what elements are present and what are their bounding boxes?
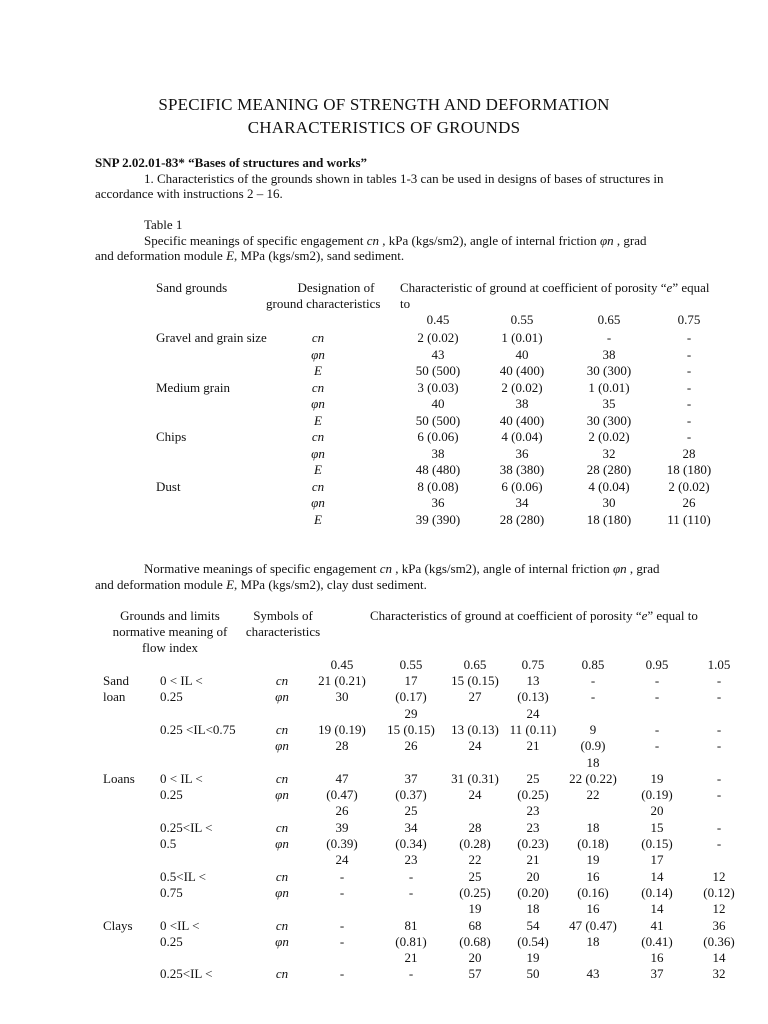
flow-index-range: 0.75	[160, 884, 183, 900]
value-cell: 40	[431, 396, 445, 411]
value-cell: 20	[650, 803, 664, 819]
symbol-cell: φn	[311, 346, 325, 362]
value-cell: 1 (0.01)	[588, 379, 630, 395]
caption-text: , kPa (kgs/sm2), angle of internal friction	[379, 233, 600, 248]
value-cell: (0.28)	[459, 836, 491, 851]
value-cell: -	[408, 884, 414, 900]
symbol-cell: E	[314, 462, 322, 477]
value-cell: (0.16)	[577, 884, 609, 900]
symbol-cell: cn	[275, 673, 289, 688]
ground-name: Dust	[156, 478, 181, 494]
value-cell: 20	[526, 868, 540, 884]
value-cell: 2 (0.02)	[588, 429, 630, 444]
symbol-cell: cn	[275, 868, 289, 884]
page-title-line-1: SPECIFIC MEANING OF STRENGTH AND DEFORMATION	[158, 95, 610, 114]
symbol-e: e	[666, 280, 673, 295]
value-cell: -	[716, 770, 722, 786]
value-cell: 32	[712, 966, 726, 982]
symbol-cn: cn	[366, 233, 380, 248]
value-cell: 12	[712, 901, 726, 917]
value-cell: 30	[602, 495, 616, 510]
value-cell: 34	[404, 819, 418, 835]
value-cell: 23	[404, 852, 418, 868]
value-cell: 28	[682, 445, 696, 461]
value-cell: 81	[404, 917, 418, 933]
value-cell: 18	[526, 901, 540, 917]
symbol-cell: φn	[275, 884, 289, 900]
value-cell: 22	[586, 787, 600, 803]
value-cell: 2 (0.02)	[501, 379, 543, 395]
ground-group: Sand	[103, 673, 129, 688]
intro-paragraph-line-1: 1. Characteristics of the grounds shown in tables 1-3 can be used in designs of bases of structures in	[144, 171, 664, 186]
value-cell: -	[654, 673, 660, 688]
value-cell: 25	[526, 770, 540, 786]
value-cell: 30 (300)	[586, 412, 632, 428]
value-cell: 24	[468, 738, 482, 754]
symbol-cell: cn	[275, 917, 289, 933]
intro-paragraph-line-2: accordance with instructions 2 – 16.	[95, 186, 283, 201]
symbol-phi: φn	[612, 561, 627, 576]
value-cell: -	[590, 689, 596, 705]
value-cell: 14	[712, 950, 726, 966]
flow-index-range: 0.25 <IL<0.75	[160, 721, 236, 737]
value-cell: 39 (390)	[415, 511, 461, 527]
table-2-header-grounds-2: normative meaning of	[112, 624, 228, 639]
value-cell: 18	[586, 754, 600, 770]
table-1-header-to: to	[400, 296, 411, 311]
value-cell: (0.15)	[641, 836, 673, 851]
table-1-label: Table 1	[144, 217, 183, 232]
value-cell: 68	[468, 917, 482, 933]
symbol-cell: E	[314, 511, 322, 527]
value-cell: 48 (480)	[415, 462, 461, 477]
value-cell: (0.41)	[641, 933, 673, 949]
value-cell: 19	[526, 950, 540, 966]
porosity-header: 0.75	[677, 312, 701, 327]
value-cell: (0.25)	[459, 884, 491, 900]
value-cell: 21 (0.21)	[318, 673, 366, 688]
flow-index-range: 0.25	[160, 933, 183, 949]
value-cell: 38	[515, 396, 529, 411]
ground-name: Medium grain	[156, 379, 231, 395]
value-cell: 19	[586, 852, 600, 868]
value-cell: -	[716, 721, 722, 737]
value-cell: 38	[602, 346, 616, 362]
value-cell: 26	[335, 803, 349, 819]
value-cell: 2 (0.02)	[668, 478, 710, 494]
porosity-header: 1.05	[707, 657, 731, 672]
header-text: ” equal to	[647, 608, 698, 623]
symbol-e: E	[226, 248, 235, 263]
value-cell: -	[686, 363, 692, 378]
value-cell: (0.47)	[326, 787, 358, 803]
value-cell: 31 (0.31)	[451, 770, 499, 786]
value-cell: 1 (0.01)	[501, 330, 543, 345]
table-1-caption-line-1	[144, 233, 647, 249]
page-title-line-2: CHARACTERISTICS OF GROUNDS	[247, 118, 521, 137]
value-cell: -	[686, 330, 692, 345]
value-cell: (0.14)	[641, 884, 673, 900]
symbol-e: e	[641, 608, 648, 623]
value-cell: 2 (0.02)	[417, 330, 459, 345]
value-cell: 36	[431, 495, 445, 510]
value-cell: 50 (500)	[415, 412, 461, 428]
ground-group: loan	[103, 689, 126, 705]
symbol-cell: φn	[311, 495, 325, 510]
value-cell: 28	[468, 819, 482, 835]
value-cell: 37	[404, 770, 418, 786]
value-cell: 39	[335, 819, 349, 835]
table-2-header-grounds-3: flow index	[142, 640, 198, 655]
value-cell: 19 (0.19)	[318, 721, 366, 737]
porosity-header: 0.85	[581, 657, 605, 672]
ground-name: Gravel and grain size	[156, 330, 267, 345]
porosity-header: 0.95	[645, 657, 669, 672]
value-cell: 29	[404, 705, 418, 721]
value-cell: -	[408, 966, 414, 982]
ground-group: Loans	[103, 770, 135, 786]
value-cell: 43	[586, 966, 600, 982]
value-cell: 28 (280)	[499, 511, 545, 527]
value-cell: -	[686, 346, 692, 362]
flow-index-range: 0.5	[160, 836, 177, 851]
porosity-header: 0.65	[597, 312, 621, 327]
value-cell: 16	[586, 868, 600, 884]
value-cell: -	[339, 966, 345, 982]
value-cell: 20	[468, 950, 482, 966]
value-cell: 4 (0.04)	[501, 429, 543, 444]
value-cell: -	[654, 721, 660, 737]
symbol-cell: φn	[275, 689, 289, 705]
value-cell: (0.81)	[395, 933, 427, 949]
caption-text: , grad	[613, 233, 647, 248]
value-cell: (0.12)	[703, 884, 735, 900]
flow-index-range: 0.25	[160, 689, 183, 705]
value-cell: 30	[335, 689, 349, 705]
caption-text: , kPa (kgs/sm2), angle of internal friction	[392, 561, 613, 576]
symbol-cell: cn	[275, 966, 289, 982]
value-cell: 40	[515, 346, 529, 362]
flow-index-range: 0 < IL <	[160, 673, 203, 688]
value-cell: 24	[526, 705, 540, 721]
value-cell: 12	[712, 868, 726, 884]
caption-text: , grad	[626, 561, 660, 576]
flow-index-range: 0.5<IL <	[160, 868, 206, 884]
table-2-caption-line-2	[95, 577, 427, 593]
value-cell: -	[339, 868, 345, 884]
symbol-cell: E	[314, 412, 322, 428]
symbol-cell: φn	[311, 445, 325, 461]
value-cell: 19	[650, 770, 664, 786]
caption-text: and deformation module	[95, 577, 227, 592]
value-cell: 22 (0.22)	[569, 770, 617, 786]
porosity-header: 0.45	[330, 657, 354, 672]
value-cell: 47	[335, 770, 349, 786]
symbol-cell: cn	[311, 379, 325, 395]
value-cell: -	[716, 689, 722, 705]
porosity-header: 0.55	[399, 657, 423, 672]
value-cell: (0.25)	[517, 787, 549, 803]
value-cell: 25	[468, 868, 482, 884]
value-cell: 23	[526, 803, 540, 819]
value-cell: 40 (400)	[499, 412, 545, 428]
value-cell: -	[686, 396, 692, 411]
value-cell: 50 (500)	[415, 363, 461, 378]
value-cell: 23	[526, 819, 540, 835]
flow-index-range: 0 < IL <	[160, 770, 203, 786]
value-cell: 32	[602, 445, 616, 461]
value-cell: 17	[650, 852, 664, 868]
value-cell: 15	[650, 819, 664, 835]
value-cell: (0.68)	[459, 933, 491, 949]
value-cell: 6 (0.06)	[501, 478, 543, 494]
ground-name: Chips	[156, 429, 187, 444]
value-cell: -	[654, 738, 660, 754]
value-cell: 18 (180)	[666, 462, 712, 477]
table-2-header-characteristics	[370, 608, 698, 624]
value-cell: -	[339, 884, 345, 900]
value-cell: 18	[586, 819, 600, 835]
table-2-caption-line-1	[144, 561, 660, 577]
table-2-header-symbols-2: characteristics	[245, 624, 321, 639]
value-cell: 15 (0.15)	[387, 721, 435, 737]
value-cell: 11 (0.11)	[509, 721, 557, 737]
value-cell: (0.20)	[517, 884, 549, 900]
table-1-header-designation: Designation of	[297, 280, 375, 295]
value-cell: 50	[526, 966, 540, 982]
value-cell: -	[339, 933, 345, 949]
symbol-e: E	[226, 577, 235, 592]
caption-text: Specific meanings of specific engagement	[144, 233, 367, 248]
flow-index-range: 0.25<IL <	[160, 819, 213, 835]
value-cell: 9	[589, 721, 597, 737]
value-cell: 21	[404, 950, 418, 966]
symbol-cell: cn	[311, 429, 325, 444]
value-cell: (0.9)	[580, 738, 606, 754]
symbol-cell: cn	[311, 478, 325, 494]
value-cell: -	[716, 787, 722, 803]
value-cell: -	[590, 673, 596, 688]
value-cell: -	[408, 868, 414, 884]
symbol-cell: cn	[275, 819, 289, 835]
flow-index-range: 0 <IL <	[160, 917, 200, 933]
symbol-cell: cn	[275, 721, 289, 737]
symbol-cell: φn	[311, 396, 325, 411]
value-cell: 18	[586, 933, 600, 949]
header-text: ” equal	[672, 280, 710, 295]
value-cell: (0.18)	[577, 836, 609, 851]
value-cell: 3 (0.03)	[417, 379, 459, 395]
value-cell: (0.54)	[517, 933, 549, 949]
symbol-cell: cn	[311, 330, 325, 345]
symbol-cell: E	[314, 363, 322, 378]
value-cell: -	[686, 412, 692, 428]
value-cell: -	[716, 673, 722, 688]
value-cell: 16	[650, 950, 664, 966]
value-cell: 36	[515, 445, 529, 461]
value-cell: 37	[650, 966, 664, 982]
value-cell: 27	[468, 689, 482, 705]
value-cell: 24	[335, 852, 349, 868]
symbol-cell: φn	[275, 933, 289, 949]
value-cell: 14	[650, 901, 664, 917]
value-cell: (0.34)	[395, 836, 427, 851]
value-cell: -	[339, 917, 345, 933]
value-cell: -	[654, 689, 660, 705]
value-cell: 11 (110)	[667, 511, 711, 527]
symbol-cell: φn	[275, 836, 289, 851]
caption-text: , MPa (kgs/sm2), clay dust sediment.	[234, 577, 427, 592]
caption-text: and deformation module	[95, 248, 227, 263]
ground-group: Clays	[103, 917, 133, 933]
symbol-cell: φn	[275, 738, 289, 754]
value-cell: -	[686, 429, 692, 444]
value-cell: 26	[682, 495, 696, 510]
header-text: Characteristics of ground at coefficient of porosity “	[370, 608, 642, 623]
value-cell: (0.17)	[395, 689, 427, 705]
value-cell: (0.37)	[395, 787, 427, 803]
value-cell: 19	[468, 901, 482, 917]
value-cell: 13 (0.13)	[451, 721, 499, 737]
value-cell: 22	[468, 852, 482, 868]
value-cell: (0.36)	[703, 933, 735, 949]
table-1-header-characteristic	[400, 280, 709, 296]
value-cell: 34	[515, 495, 529, 510]
symbol-cn: cn	[379, 561, 393, 576]
standard-heading: SNP 2.02.01-83* “Bases of structures and works”	[95, 155, 368, 170]
value-cell: (0.39)	[326, 836, 358, 851]
value-cell: 28	[335, 738, 349, 754]
value-cell: 6 (0.06)	[417, 429, 459, 444]
value-cell: 21	[526, 738, 540, 754]
value-cell: 8 (0.08)	[417, 478, 459, 494]
table-1-caption-line-2	[95, 248, 404, 264]
value-cell: 17	[404, 673, 418, 688]
value-cell: 38	[431, 445, 445, 461]
porosity-header: 0.45	[426, 312, 450, 327]
symbol-cell: φn	[275, 787, 289, 803]
value-cell: (0.23)	[517, 836, 549, 851]
value-cell: -	[716, 738, 722, 754]
value-cell: 26	[404, 738, 418, 754]
flow-index-range: 0.25<IL <	[160, 966, 213, 982]
value-cell: 43	[431, 346, 445, 362]
porosity-header: 0.65	[463, 657, 487, 672]
value-cell: 25	[404, 803, 418, 819]
caption-text: Normative meanings of specific engagement	[144, 561, 380, 576]
value-cell: 28 (280)	[586, 462, 632, 477]
value-cell: -	[686, 379, 692, 395]
symbol-cell: cn	[275, 770, 289, 786]
value-cell: 41	[650, 917, 664, 933]
table-1-header-sand-grounds: Sand grounds	[156, 280, 228, 295]
value-cell: 47 (0.47)	[569, 917, 617, 933]
symbol-phi: φn	[599, 233, 614, 248]
value-cell: 35	[602, 396, 616, 411]
caption-text: , MPa (kgs/sm2), sand sediment.	[234, 248, 405, 263]
header-text: Characteristic of ground at coefficient of porosity “	[400, 280, 667, 295]
value-cell: 54	[526, 917, 540, 933]
value-cell: 15 (0.15)	[451, 673, 499, 688]
value-cell: 57	[468, 966, 482, 982]
value-cell: -	[716, 836, 722, 851]
value-cell: 30 (300)	[586, 363, 632, 378]
value-cell: (0.13)	[517, 689, 549, 705]
value-cell: 36	[712, 917, 726, 933]
value-cell: 4 (0.04)	[588, 478, 630, 494]
table-2-header-grounds: Grounds and limits	[120, 608, 220, 623]
value-cell: 40 (400)	[499, 363, 545, 378]
value-cell: 14	[650, 868, 664, 884]
value-cell: 13	[526, 673, 540, 688]
flow-index-range: 0.25	[160, 787, 183, 803]
table-2-header-symbols: Symbols of	[253, 608, 313, 623]
value-cell: 38 (380)	[499, 462, 545, 477]
table-1-header-designation-2: ground characteristics	[266, 296, 381, 311]
value-cell: 16	[586, 901, 600, 917]
value-cell: (0.19)	[641, 787, 673, 803]
porosity-header: 0.55	[510, 312, 534, 327]
porosity-header: 0.75	[521, 657, 545, 672]
value-cell: 21	[526, 852, 540, 868]
value-cell: -	[606, 330, 612, 345]
value-cell: 18 (180)	[586, 511, 632, 527]
value-cell: -	[716, 819, 722, 835]
value-cell: 24	[468, 787, 482, 803]
